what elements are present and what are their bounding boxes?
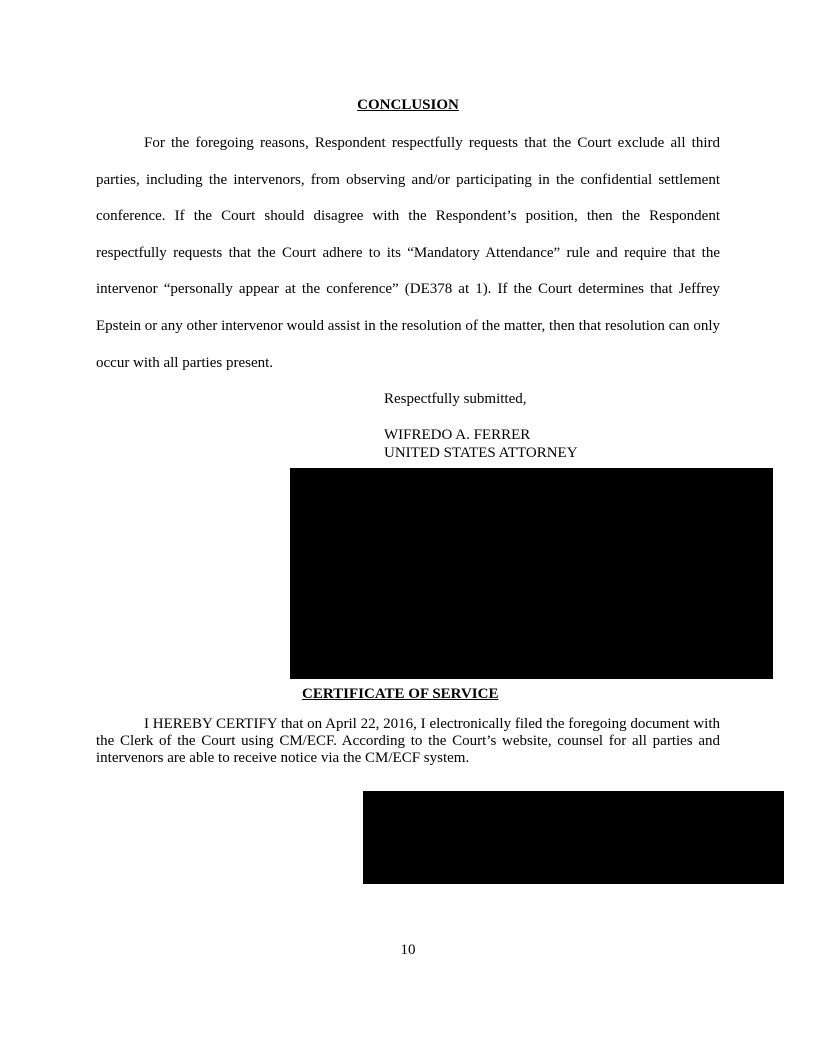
certificate-heading: CERTIFICATE OF SERVICE (302, 686, 499, 702)
certificate-paragraph: I HEREBY CERTIFY that on April 22, 2016, I electronically filed the foregoing document with the Clerk of the Court using CM/ECF. According to the Court’s website, counsel for all parties and intervenors are able to receive notice via the CM/ECF system. (96, 716, 720, 766)
signer-title: UNITED STATES ATTORNEY (384, 445, 578, 461)
signature-redaction-block (290, 468, 773, 679)
conclusion-paragraph: For the foregoing reasons, Respondent respectfully requests that the Court exclude all third parties, including the intervenors, from observing and/or participating in the confidential settlement conference. If the Court should disagree with the Respondent’s position, then the Respondent respectfully requests that the Court adhere to its “Mandatory Attendance” rule and require that the intervenor “personally appear at the conference” (DE378 at 1). If the Court determines that Jeffrey Epstein or any other intervenor would assist in the resolution of the matter, then that resolution can only occur with all parties present. (96, 135, 720, 371)
signature-closing: Respectfully submitted, (384, 391, 527, 407)
conclusion-heading: CONCLUSION (357, 97, 459, 113)
signer-name: WIFREDO A. FERRER (384, 427, 531, 443)
service-redaction-block (363, 791, 784, 884)
page-number: 10 (400, 942, 416, 958)
